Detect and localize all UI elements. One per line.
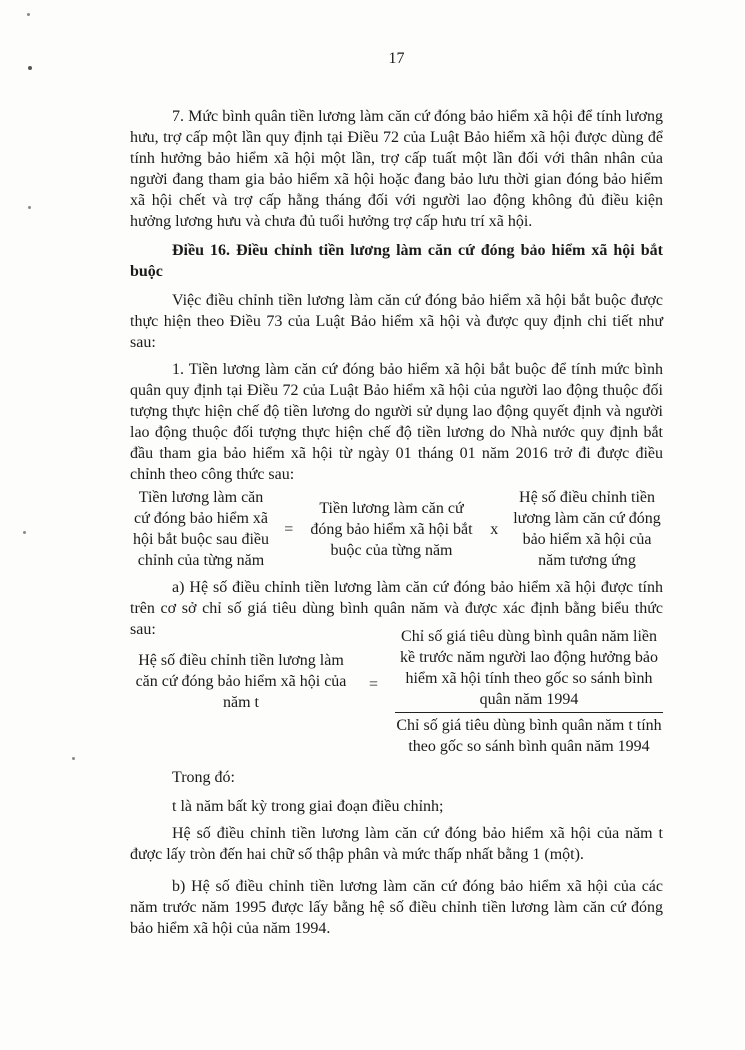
formula-operand-coefficient: Hệ số điều chỉnh tiền lương làm căn cứ đóng bảo hiểm xã hội của năm tương ứng (513, 489, 661, 569)
scan-speck (27, 13, 30, 16)
coefficient-label: Hệ số điều chỉnh tiền lương làm căn cứ đóng bảo hiểm xã hội của năm t (135, 652, 347, 711)
paragraph-b: b) Hệ số điều chỉnh tiền lương làm căn cứ đóng bảo hiểm xã hội của các năm trước năm 1995 được lấy bằng hệ số điều chỉnh tiền lương làm căn cứ đóng bảo hiểm xã hội của năm 1994. (130, 878, 663, 937)
formula-coefficient (130, 626, 663, 757)
paragraph-1: 1. Tiền lương làm căn cứ đóng bảo hiểm xã hội bắt buộc để tính mức bình quân quy định tại Điều 72 của Luật Bảo hiểm xã hội của người lao động thuộc đối tượng thực hiện chế độ tiền lương do người sử dụng lao động quyết định và người lao động thuộc đối tượng thực hiện chế độ tiền lương do Nhà nước quy định bắt đầu tham gia bảo hiểm xã hội từ ngày 01 tháng 01 năm 2016 trở đi được điều chỉnh theo công thức sau: (130, 361, 663, 483)
formula-result: Tiền lương làm căn cứ đóng bảo hiểm xã hội bắt buộc sau điều chỉnh của từng năm (133, 489, 269, 569)
formula-salary-adjustment (130, 487, 663, 571)
paragraph-7: 7. Mức bình quân tiền lương làm căn cứ đóng bảo hiểm xã hội để tính lương hưu, trợ cấp một lần quy định tại Điều 72 của Luật Bảo hiểm xã hội được dùng để tính hưởng bảo hiểm xã hội một lần, trợ cấp tuất một lần đối với thân nhân của người đang tham gia bảo hiểm xã hội hoặc đang bảo lưu thời gian đóng bảo hiểm xã hội chết và trợ cấp hằng tháng đối với người lao động không đủ điều kiện hưởng lương hưu và chưa đủ tuổi hưởng trợ cấp hưu trí xã hội. (130, 108, 663, 230)
scan-speck (28, 66, 32, 70)
equals-sign: = (284, 520, 294, 538)
intro-paragraph: Việc điều chỉnh tiền lương làm căn cứ đóng bảo hiểm xã hội bắt buộc được thực hiện theo Điều 73 của Luật Bảo hiểm xã hội và được quy định chi tiết như sau: (130, 292, 663, 351)
paragraph-a: a) Hệ số điều chỉnh tiền lương làm căn cứ đóng bảo hiểm xã hội được tính trên cơ sở chỉ số giá tiêu dùng bình quân năm và được xác định bằng biểu thức sau: (130, 579, 663, 638)
fraction-denominator: Chỉ số giá tiêu dùng bình quân năm t tính theo gốc so sánh bình quân năm 1994 (396, 717, 662, 755)
article-16-heading: Điều 16. Điều chỉnh tiền lương làm căn cứ đóng bảo hiểm xã hội bắt buộc (130, 242, 663, 280)
scan-speck (23, 531, 26, 534)
paragraph-trong-do: Trong đó: (172, 769, 235, 786)
fraction-numerator: Chỉ số giá tiêu dùng bình quân năm liền kề trước năm người lao động hưởng bảo hiểm xã hội tính theo gốc so sánh bình quân năm 1994 (395, 626, 663, 713)
equals-sign: = (368, 676, 379, 693)
formula-operand-salary: Tiền lương làm căn cứ đóng bảo hiểm xã hội bắt buộc của từng năm (310, 499, 473, 559)
multiply-sign: x (490, 520, 499, 538)
page-number: 17 (388, 50, 405, 67)
scan-speck (72, 757, 75, 760)
paragraph-rounding: Hệ số điều chỉnh tiền lương làm căn cứ đóng bảo hiểm xã hội của năm t được lấy tròn đến hai chữ số thập phân và mức thấp nhất bằng 1 (một). (130, 825, 663, 863)
fraction (395, 626, 663, 757)
scan-speck (28, 206, 31, 209)
paragraph-t-definition: t là năm bất kỳ trong giai đoạn điều chỉnh; (172, 798, 444, 815)
